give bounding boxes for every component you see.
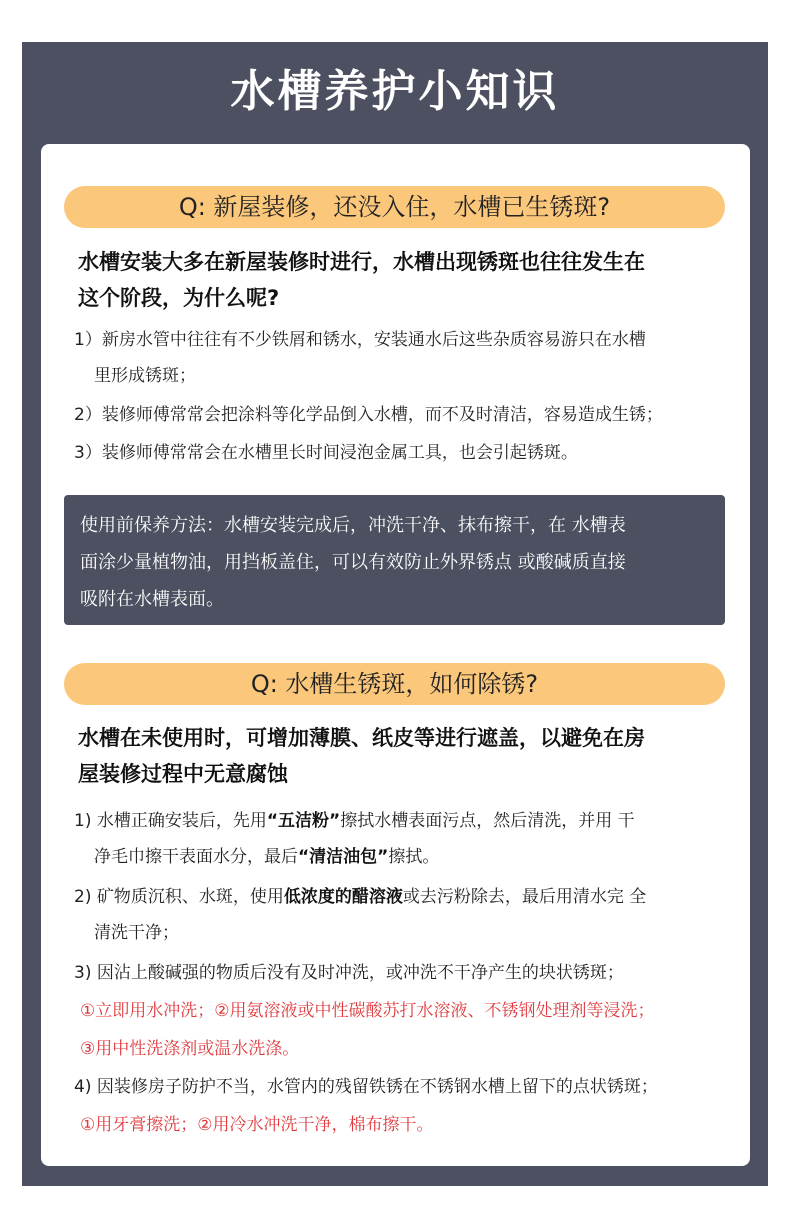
product-five-clean-powder: “五洁粉” (266, 811, 341, 831)
item2-pre: 2) 矿物质沉积、水斑，使用 (74, 887, 284, 907)
section1-lead (78, 244, 728, 316)
tip-line3: 吸附在水槽表面。 (80, 589, 224, 610)
section2-item-1-line2 (74, 839, 724, 875)
section2-item-4: 4) 因装修房子防护不当，水管内的残留铁锈在不锈钢水槽上留下的点状锈斑； (74, 1077, 658, 1097)
section2-item-2-line1 (74, 879, 724, 915)
section1-item-1 (74, 322, 724, 394)
product-clean-oil-pack: “清洁油包” (298, 847, 389, 867)
tip-line2: 面涂少量植物油，用挡板盖住，可以有效防止外界锈点 或酸碱质直接 (80, 552, 626, 573)
tip-line1: 使用前保养方法：水槽安装完成后，冲洗干净、抹布擦干，在 水槽表 (80, 515, 626, 536)
section2-lead-line2: 屋装修过程中无意腐蚀 (78, 762, 288, 786)
section2-item-3-remedy-1: ①立即用水冲洗；②用氨溶液或中性碳酸苏打水溶液、不锈钢处理剂等浸洗； (80, 1001, 655, 1021)
section1-item-1-line1: 1）新房水管中往往有不少铁屑和锈水，安装通水后这些杂质容易游只在水槽 (74, 330, 646, 350)
section1-item-1-line2: 里形成锈斑； (94, 366, 196, 386)
section2-item-3: 3) 因沾上酸碱强的物质后没有及时冲洗，或冲洗不干净产生的块状锈斑； (74, 963, 624, 983)
section2-item-1 (74, 803, 724, 875)
section1-lead-line1: 水槽安装大多在新屋装修时进行，水槽出现锈斑也往往发生在 (78, 250, 645, 274)
section2-lead (78, 720, 728, 792)
item1-mid: 擦拭水槽表面污点，然后清洗，并用 干 (340, 811, 635, 831)
question-banner-2: Q: 水槽生锈斑，如何除锈? (64, 663, 725, 705)
item1-pre: 1) 水槽正确安装后，先用 (74, 811, 267, 831)
section2-item-2-line2: 清洗干净； (94, 923, 179, 943)
item1-line2-post: 擦拭。 (388, 847, 440, 867)
section1-item-3: 3）装修师傅常常会在水槽里长时间浸泡金属工具，也会引起锈斑。 (74, 443, 578, 463)
section1-lead-line2: 这个阶段，为什么呢? (78, 286, 280, 310)
maintenance-tip-box (64, 495, 725, 625)
vinegar-solution: 低浓度的醋溶液 (283, 887, 403, 907)
section2-item-4-remedy-1: ①用牙膏擦洗；②用冷水冲洗干净，棉布擦干。 (80, 1115, 434, 1135)
section2-lead-line1: 水槽在未使用时，可增加薄膜、纸皮等进行遮盖，以避免在房 (78, 726, 645, 750)
question-banner-1: Q: 新屋装修，还没入住，水槽已生锈斑? (64, 186, 725, 228)
page-title: 水槽养护小知识 (230, 66, 560, 117)
item2-post: 或去污粉除去，最后用清水完 全 (402, 887, 647, 907)
section2-item-2 (74, 879, 724, 951)
section2-item-1-line1 (74, 803, 724, 839)
section2-item-3-remedy-2: ③用中性洗涤剂或温水洗涤。 (80, 1039, 300, 1059)
section1-item-2: 2）装修师傅常常会把涂料等化学品倒入水槽，而不及时清洁，容易造成生锈； (74, 405, 663, 425)
item1-line2-pre: 净毛巾擦干表面水分，最后 (94, 847, 298, 867)
